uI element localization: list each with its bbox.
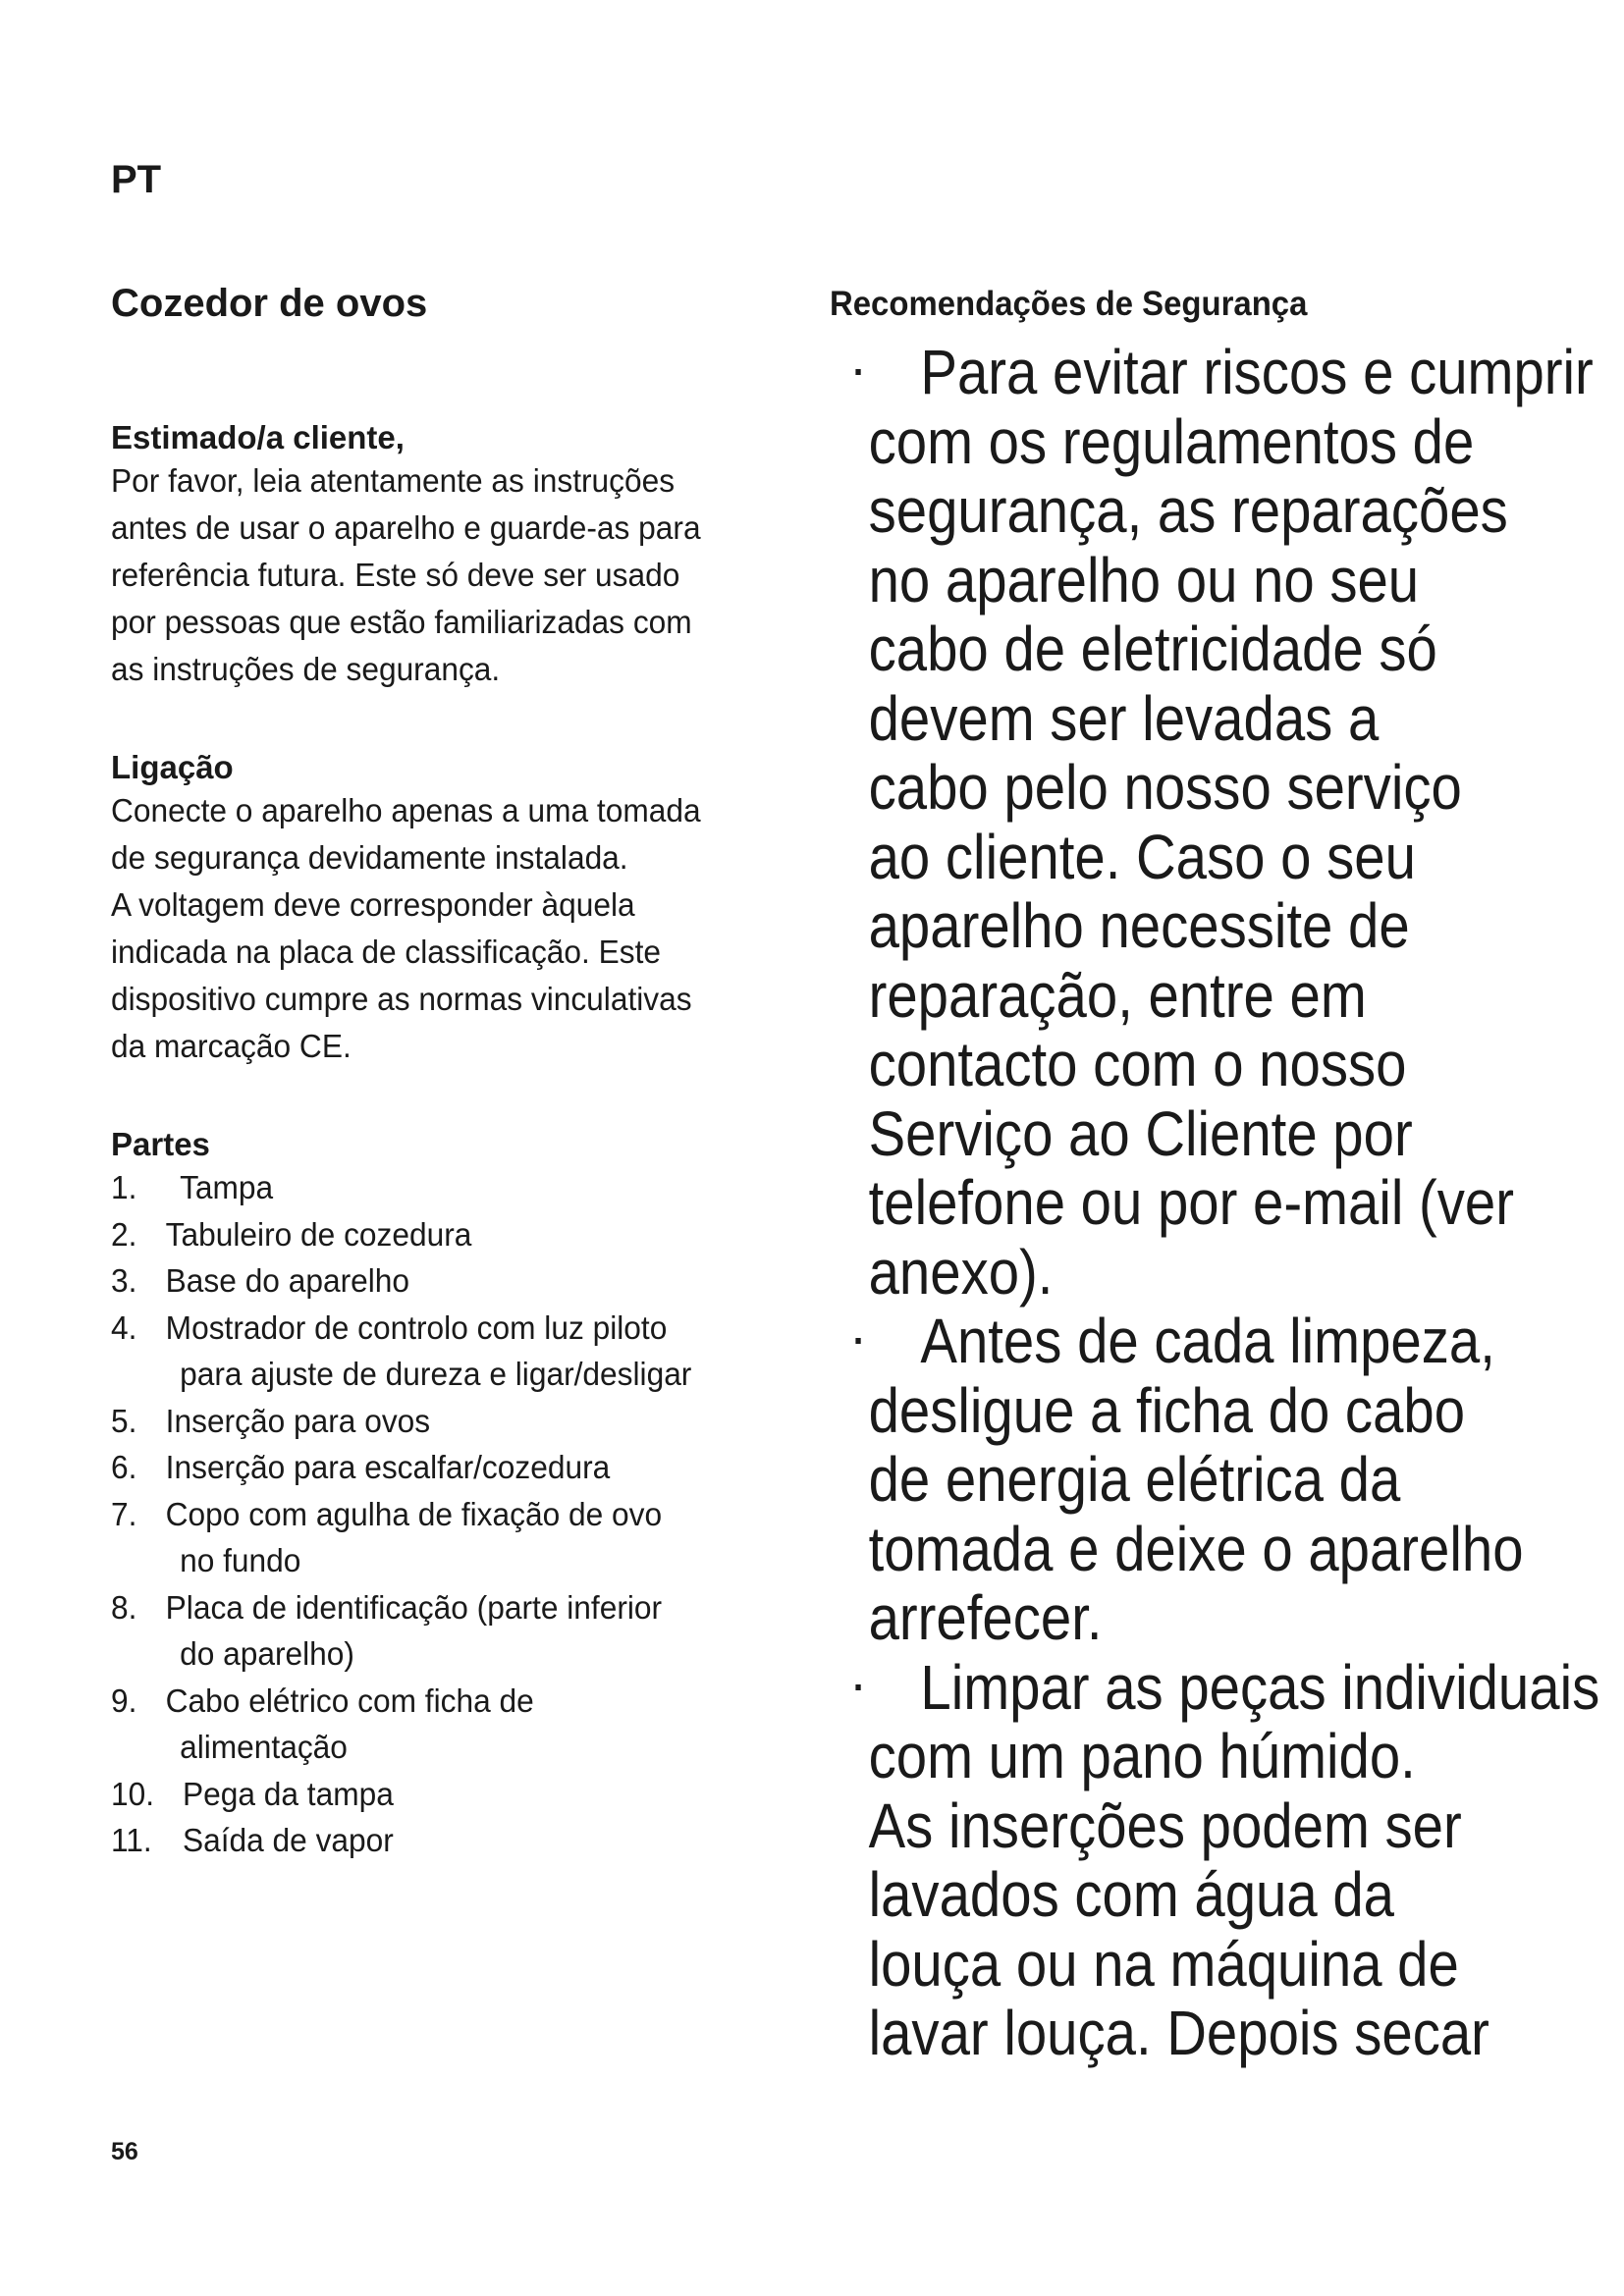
text-line: desligue a ficha do cabo [868, 1374, 1466, 1446]
text-line: dispositivo cumpre as normas vinculativas [111, 981, 692, 1017]
parts-heading: Partes [111, 1126, 210, 1162]
text-line: com um pano húmido. [868, 1721, 1416, 1791]
text-line: antes de usar o aparelho e guarde-as para [111, 509, 701, 546]
safety-item [830, 1653, 1611, 2068]
parts-item-text [166, 1398, 752, 1445]
text-line: Cabo elétrico com ficha de [165, 1682, 534, 1719]
text-line: Tampa [180, 1169, 274, 1205]
parts-item [111, 1584, 752, 1678]
text-line: reparação, entre em [868, 959, 1367, 1031]
text-line: Placa de identificação (parte inferior [165, 1588, 663, 1626]
text-line: arrefecer. [868, 1582, 1103, 1653]
text-line: no aparelho ou no seu [868, 544, 1420, 615]
parts-item-number: 5. [111, 1402, 137, 1439]
parts-item-number: 11. [111, 1822, 152, 1858]
text-line: aparelho necessite de [868, 890, 1410, 961]
safety-heading: Recomendações de Segurança [830, 285, 1308, 323]
parts-item [111, 1817, 752, 1864]
text-line: Para evitar riscos e cumprir [920, 337, 1594, 407]
text-line: tomada e deixe o aparelho [868, 1513, 1524, 1584]
text-line: Tabuleiro de cozedura [165, 1215, 472, 1253]
connection-heading: Ligação [111, 749, 234, 785]
text-line: Serviço ao Cliente por [868, 1097, 1413, 1169]
parts-item [111, 1211, 752, 1258]
text-line: alimentação [180, 1729, 348, 1765]
left-column [111, 280, 779, 1864]
connection-paragraph [111, 787, 752, 1070]
parts-item-number: 8. [111, 1588, 137, 1626]
text-line: as instruções de segurança. [111, 651, 501, 687]
text-line: lavados com água da [868, 1859, 1394, 1930]
language-label: PT [111, 158, 162, 201]
parts-item [111, 1491, 752, 1584]
text-line: do aparelho) [180, 1635, 354, 1672]
parts-item-number: 1. [111, 1169, 137, 1205]
text-line: segurança, as reparações [868, 475, 1508, 546]
greeting-heading: Estimado/a cliente, [111, 419, 405, 455]
product-title: Cozedor de ovos [111, 282, 428, 325]
parts-item-number: 9. [111, 1682, 137, 1719]
text-line: Inserção para ovos [165, 1402, 431, 1439]
text-line: Mostrador de controlo com luz piloto [165, 1308, 668, 1346]
parts-item-text [183, 1817, 752, 1864]
parts-item-number: 3. [111, 1262, 137, 1299]
text-line: cabo pelo nosso serviço [868, 752, 1462, 823]
parts-item [111, 1771, 752, 1818]
text-line: de segurança devidamente instalada. [111, 839, 628, 876]
text-line: referência futura. Este só deve ser usado [111, 557, 680, 593]
text-line: contacto com o nosso [868, 1029, 1407, 1099]
text-line: da marcação CE. [111, 1028, 352, 1064]
parts-item [111, 1678, 752, 1771]
text-line: Limpar as peças individuais [920, 1651, 1600, 1723]
text-line: As inserções podem ser [868, 1789, 1462, 1861]
text-line: louça ou na máquina de [868, 1928, 1459, 2000]
parts-item [111, 1398, 752, 1445]
parts-item [111, 1305, 752, 1398]
text-line: de energia elétrica da [868, 1444, 1401, 1515]
text-line: telefone ou por e-mail (ver [868, 1167, 1514, 1238]
text-line: Inserção para escalfar/cozedura [165, 1449, 611, 1485]
safety-item [830, 338, 1611, 1307]
bullet-icon [855, 369, 860, 375]
parts-item-number: 7. [111, 1495, 137, 1532]
text-line: A voltagem deve corresponder àquela [111, 886, 635, 923]
text-line: lavar louça. Depois secar [868, 1998, 1489, 2068]
bullet-icon [855, 1684, 860, 1690]
text-line: com os regulamentos de [868, 405, 1475, 477]
parts-item-text [183, 1771, 752, 1818]
parts-item-text [166, 1491, 752, 1584]
parts-list [111, 1164, 779, 1864]
text-line: no fundo [180, 1542, 301, 1578]
parts-item [111, 1257, 752, 1305]
text-line: Copo com agulha de fixação de ovo [165, 1495, 663, 1532]
safety-list [830, 337, 1600, 2068]
parts-item-text [166, 1584, 752, 1678]
safety-item [830, 1307, 1611, 1653]
parts-item-text [166, 1164, 752, 1211]
parts-item-text [166, 1305, 752, 1398]
parts-item-text [166, 1678, 752, 1771]
right-column [830, 283, 1600, 2068]
text-line: devem ser levadas a [868, 682, 1380, 754]
text-line: Saída de vapor [182, 1822, 394, 1858]
text-line: cabo de eletricidade só [868, 614, 1437, 684]
page-number: 56 [111, 2138, 138, 2165]
parts-item-text [166, 1211, 752, 1258]
parts-item-text [166, 1444, 752, 1491]
text-line: indicada na placa de classificação. Este [111, 934, 662, 970]
text-line: por pessoas que estão familiarizadas com [111, 604, 692, 640]
parts-item [111, 1164, 752, 1211]
text-line: Por favor, leia atentamente as instruções [111, 462, 676, 499]
text-line: para ajuste de dureza e ligar/desligar [180, 1356, 692, 1392]
text-line: anexo). [868, 1236, 1054, 1308]
text-line: ao cliente. Caso o seu [868, 821, 1416, 892]
text-line: Pega da tampa [182, 1775, 394, 1812]
parts-item-number: 6. [111, 1449, 137, 1485]
parts-item-number: 4. [111, 1308, 137, 1346]
parts-item-text [166, 1257, 752, 1305]
text-line: Antes de cada limpeza, [920, 1306, 1495, 1376]
text-line: Conecte o aparelho apenas a uma tomada [111, 792, 701, 828]
parts-item [111, 1444, 752, 1491]
bullet-icon [855, 1338, 860, 1344]
parts-item-number: 10. [111, 1775, 155, 1812]
text-line: Base do aparelho [165, 1262, 410, 1299]
greeting-paragraph [111, 457, 752, 693]
parts-item-number: 2. [111, 1215, 137, 1253]
